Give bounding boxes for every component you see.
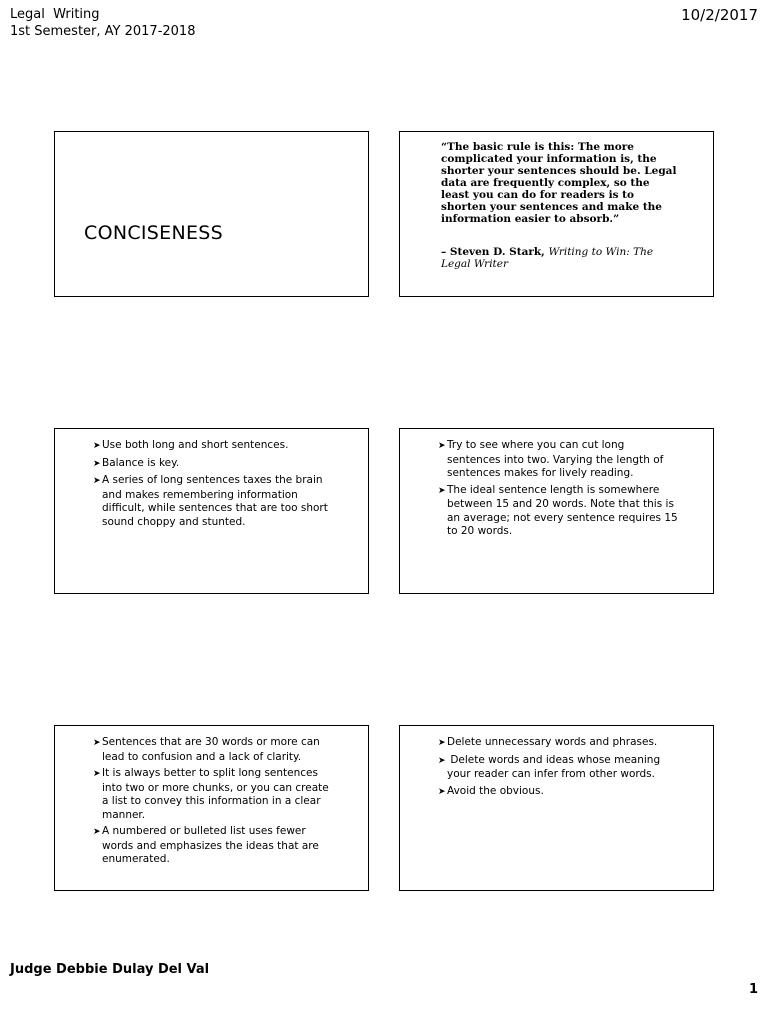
arrow-bullet-icon: ➤ <box>438 441 446 451</box>
arrow-bullet-icon: ➤ <box>93 738 101 748</box>
bullet-list <box>438 439 678 542</box>
list-item: ➤The ideal sentence length is somewhere between 15 and 20 words. Note that this is an average; not every sentence requires 15 to 20 words. <box>438 483 678 537</box>
slide-card-6 <box>399 725 714 891</box>
semester-label: 1st Semester, AY 2017-2018 <box>10 24 196 39</box>
list-item: ➤Avoid the obvious. <box>438 785 678 800</box>
slide-title-card <box>54 131 369 297</box>
quote-attribution <box>441 246 681 270</box>
bullet-list <box>438 736 678 802</box>
list-item: ➤ Delete words and ideas whose meaning your reader can infer from other words. <box>438 753 661 780</box>
list-item: ➤Use both long and short sentences. <box>93 439 333 454</box>
arrow-bullet-icon: ➤ <box>93 441 101 451</box>
list-item: ➤A series of long sentences taxes the brain and makes remembering information difficult, while sentences that are too short sound choppy and stunted. <box>93 474 328 528</box>
list-item: ➤It is always better to split long sentences into two or more chunks, or you can create a list to convey this information in a clear manner. <box>93 767 329 821</box>
list-item: ➤Balance is key. <box>93 457 333 472</box>
bullet-list <box>93 736 333 870</box>
arrow-bullet-icon: ➤ <box>438 485 446 496</box>
arrow-bullet-icon: ➤ <box>93 827 101 837</box>
quote-book-title: Writing to Win: The Legal Writer <box>441 246 654 270</box>
slide-quote-card <box>399 131 714 297</box>
list-item: ➤A numbered or bulleted list uses fewer words and emphasizes the ideas that are enumerated. <box>93 825 319 865</box>
slide-card-4 <box>399 428 714 594</box>
page-number: 1 <box>748 982 758 997</box>
course-title: Legal Writing <box>10 7 100 22</box>
arrow-bullet-icon: ➤ <box>438 738 446 748</box>
arrow-bullet-icon: ➤ <box>438 755 446 766</box>
list-item: ➤Try to see where you can cut long sentences into two. Varying the length of sentences makes for lively reading. <box>438 439 664 479</box>
arrow-bullet-icon: ➤ <box>438 786 446 797</box>
quote-author: – Steven D. Stark, <box>441 246 545 258</box>
document-date: 10/2/2017 <box>681 6 758 24</box>
slide-heading: CONCISENESS <box>84 222 224 244</box>
arrow-bullet-icon: ➤ <box>93 476 101 486</box>
bullet-list <box>93 439 333 532</box>
quote-text: “The basic rule is this: The more complicated your information is, the shorter your sentences should be. Legal data are frequently complex, so the least you can do for readers is to shorten your sentences and make the information easier to absorb.” <box>441 141 677 225</box>
list-item: ➤Sentences that are 30 words or more can lead to confusion and a lack of clarity. <box>93 736 320 763</box>
slide-card-3 <box>54 428 369 594</box>
document-header <box>10 6 195 40</box>
presenter-name: Judge Debbie Dulay Del Val <box>10 962 210 977</box>
arrow-bullet-icon: ➤ <box>93 458 101 469</box>
list-item: ➤Delete unnecessary words and phrases. <box>438 736 678 751</box>
arrow-bullet-icon: ➤ <box>93 769 101 779</box>
slide-card-5 <box>54 725 369 891</box>
